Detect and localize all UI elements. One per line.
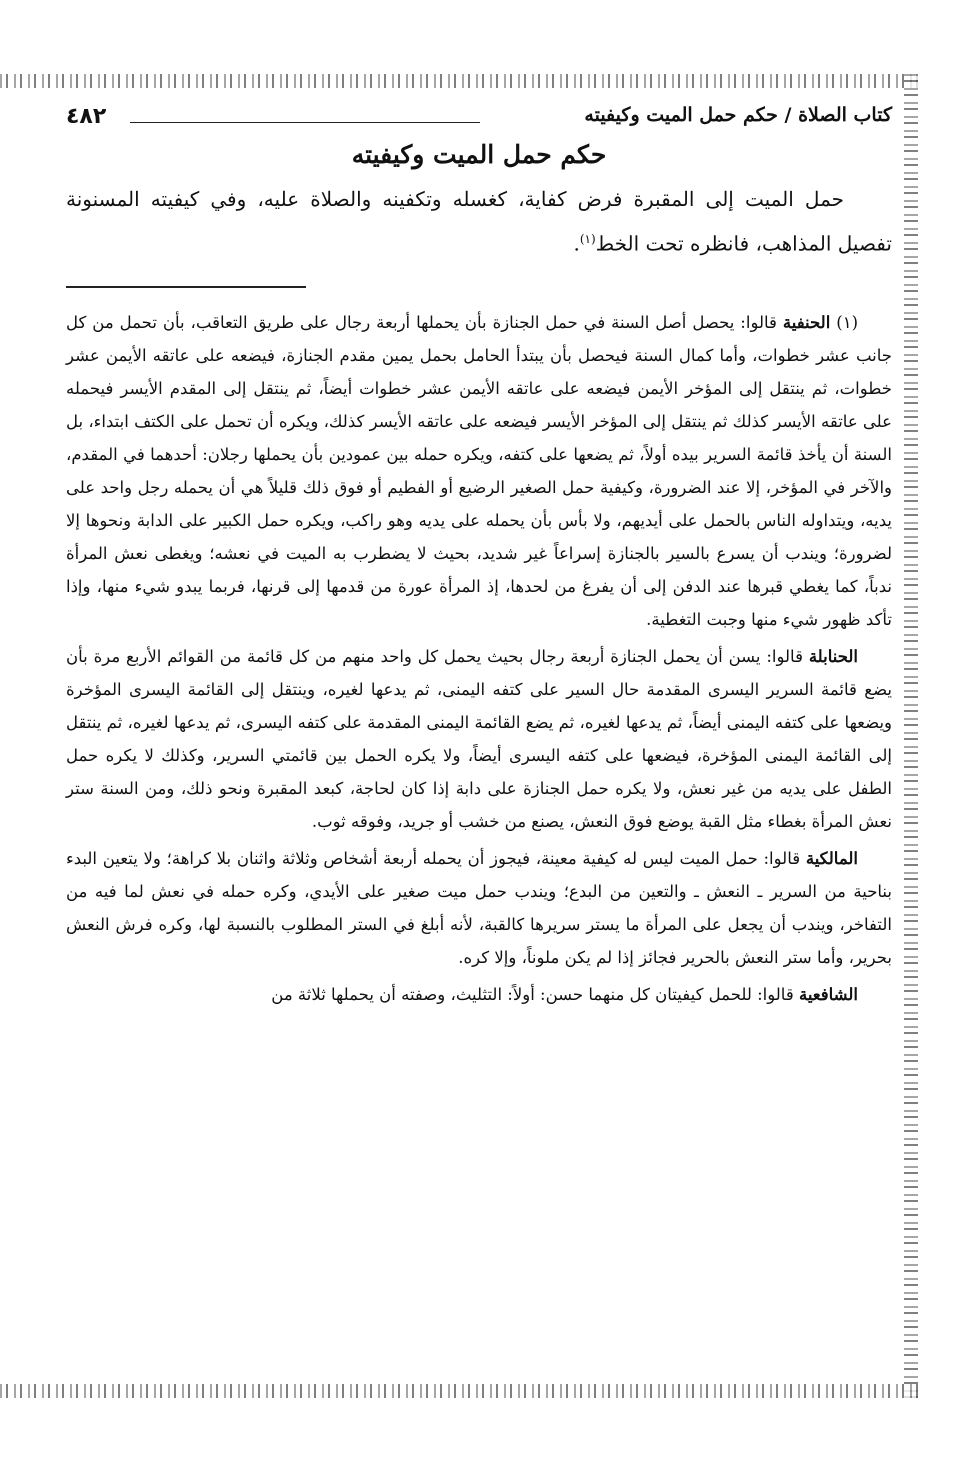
footnote-hanbali xyxy=(66,640,892,838)
header-rule xyxy=(130,122,480,123)
school-name: المالكية xyxy=(805,848,858,868)
intro-end: . xyxy=(573,231,580,256)
book-page xyxy=(66,100,892,1015)
page-header xyxy=(66,100,892,134)
footnote-text: قالوا: حمل الميت ليس له كيفية معينة، فيجوز أن يحمله أربعة أشخاص وثلاثة واثنان بلا كراهة؛ ولا يتعين البدء بناحية من السرير ـ النعش ـ والتعين من البدع؛ ويندب حمل ميت صغير على الأيدي، وكره حمله في نعش لما فيه من التفاخر، ويندب أن يجعل على المرأة ما يستر سريرها كالقبة، لأنه أبلغ في الستر المطلوب بالنسبة لها، وكره فرش النعش بحرير، وأما ستر النعش بالحرير فجائز إذا لم يكن ملوناً، وإلا كره. xyxy=(66,848,892,967)
decorative-border-top xyxy=(0,74,918,88)
footnote-separator xyxy=(66,286,306,288)
footnote-shafii xyxy=(66,978,892,1011)
footnote-text: قالوا: يحصل أصل السنة في حمل الجنازة بأن يحملها أربعة رجال على طريق التعاقب، بأن تحمل من كل جانب عشر خطوات، وأما كمال السنة فيحصل بأن يبتدأ الحامل بحمل يمين مقدم الجنازة، فيضعه على عاتقه الأيمن عشر خطوات، ثم ينتقل إلى المؤخر الأيمن فيضعه على عاتقه الأيمن عشر خطوات أيضاً، ثم ينتقل إلى المقدم الأيسر فيحمله على عاتقه الأيسر كذلك ثم ينتقل إلى المؤخر الأيسر فيضعه على عاتقه الأيسر كذلك، ويكره أن تحمل على الكتف ابتداء، بل السنة أن يأخذ قائمة السرير بيده أولاً، ثم يضعها على كتفه، ويكره حمله بين عمودين بأن يحملها رجلان: أحدهما في المقدم، والآخر في المؤخر، إلا عند الضرورة، وكيفية حمل الصغير الرضيع أو الفطيم أو فوق ذلك قليلاً هي أن يحمله رجل واحد على يديه، ويتداوله الناس بالحمل على أيديهم، ولا بأس بأن يحمله على يديه وهو راكب، ويكره حمل الكبير على الدابة ونحوها إلا لضرورة؛ ويندب أن يسرع بالسير بالجنازة إسراعاً غير شديد، بحيث لا يضطرب به الميت في نعشه؛ ويغطى نعش المرأة ندباً، كما يغطي قبرها عند الدفن إلى أن يفرغ من لحدها، إذ المرأة عورة من قدمها إلى قرنها، فربما يبدو شيء منها، وإذا تأكد ظهور شيء منها وجبت التغطية. xyxy=(66,312,892,629)
section-title: حكم حمل الميت وكيفيته xyxy=(351,140,607,169)
footnote-text: قالوا: يسن أن يحمل الجنازة أربعة رجال بحيث يحمل كل واحد منهم من كل قائمة من القوائم الأربع مرة بأن يضع قائمة السرير اليسرى المقدمة حال السير على كتفه اليمنى، ثم يدعها لغيره، وينتقل إلى القائمة اليسرى المؤخرة ويضعها على كتفه اليمنى أيضاً، ثم يدعها لغيره، ثم يضع القائمة اليمنى المقدمة على كتفه اليسرى، ثم يدعها لغيره، ثم ينتقل إلى القائمة اليمنى المؤخرة، فيضعها على كتفه اليسرى أيضاً، ولا يكره الحمل بين قائمتي السرير، وكذلك لا يكره حمل الطفل على يديه من غير نعش، ولا يكره حمل الجنازة على دابة إذا كان لحاجة، كبعد المقبرة ونحو ذلك، ومن السنة ستر نعش المرأة بغطاء مثل القبة يوضع فوق النعش، يصنع من خشب أو جريد، وفوقه ثوب. xyxy=(66,646,892,831)
running-title: كتاب الصلاة / حكم حمل الميت وكيفيته xyxy=(584,104,892,126)
school-name: الشافعية xyxy=(798,984,858,1004)
decorative-border-right xyxy=(904,74,918,1398)
footnote-ref: (١) xyxy=(579,232,596,246)
footnote-maliki xyxy=(66,842,892,974)
footnote-hanafi xyxy=(66,306,892,636)
page-number: ٤٨٢ xyxy=(66,104,107,129)
intro-paragraph xyxy=(66,179,892,264)
footnote-text: قالوا: للحمل كيفيتان كل منهما حسن: أولاً: التثليث، وصفته أن يحملها ثلاثة من xyxy=(271,984,794,1004)
footnote-number: (١) xyxy=(836,312,858,332)
decorative-border-bottom xyxy=(0,1384,918,1398)
intro-text: حمل الميت إلى المقبرة فرض كفاية، كغسله وتكفينه والصلاة عليه، وفي كيفيته المسنونة تفصيل المذاهب، فانظره تحت الخط xyxy=(66,187,892,256)
school-name: الحنفية xyxy=(782,312,831,332)
school-name: الحنابلة xyxy=(808,646,858,666)
